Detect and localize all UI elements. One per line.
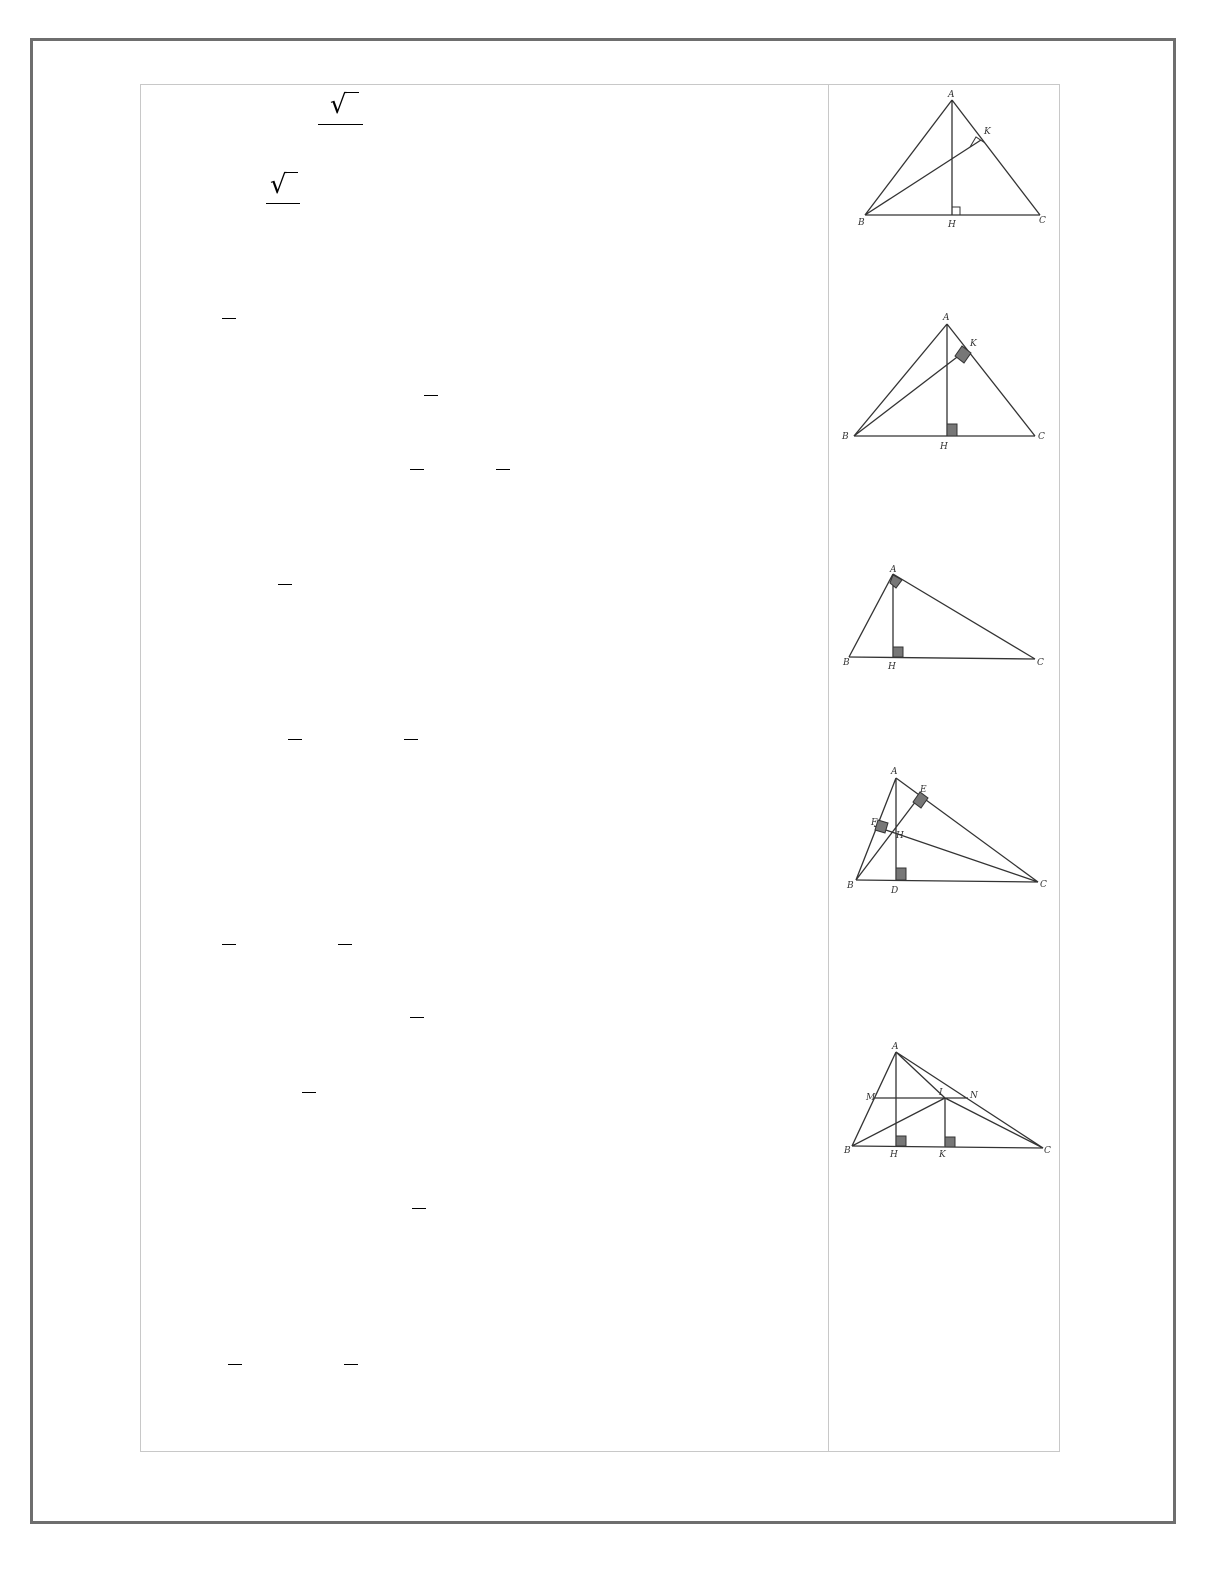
figure-3-triangle [840,562,1055,677]
figure-1-triangle [845,90,1055,235]
label-C: C [1040,880,1047,890]
fraction-bar [302,1092,316,1093]
fraction-bar [228,1364,242,1365]
label-B: B [842,432,849,442]
fraction-bar [410,469,424,470]
column-divider [828,84,829,1452]
fraction-bar [412,1208,426,1209]
label-N: N [970,1091,978,1101]
label-H: H [896,831,904,841]
label-K: K [984,127,991,137]
fraction-bar [278,584,292,585]
label-A: A [892,1042,899,1052]
label-C: C [1039,216,1046,226]
fraction-bar [222,318,236,319]
label-B: B [843,658,850,668]
label-H: H [940,442,948,452]
fraction-bar [410,1017,424,1018]
fraction-bar [344,1364,358,1365]
label-B: B [844,1146,851,1156]
label-B: B [858,218,865,228]
label-M: M [866,1093,876,1103]
label-I: I [939,1088,943,1098]
label-K: K [970,339,977,349]
label-D: D [891,886,899,896]
label-E: E [920,785,927,795]
fraction-bar [496,469,510,470]
label-H: H [888,662,896,672]
label-C: C [1037,658,1044,668]
label-C: C [1044,1146,1051,1156]
label-K: K [939,1150,946,1160]
label-C: C [1038,432,1045,442]
label-A: A [943,313,950,323]
label-F: F [871,818,878,828]
fraction-bar [404,739,418,740]
label-H: H [948,220,956,230]
figure-4-triangle [840,762,1055,897]
label-A: A [890,565,897,575]
label-B: B [847,881,854,891]
fraction-bar [338,944,352,945]
label-H: H [890,1150,898,1160]
fraction-bar [222,944,236,945]
fraction-bar [288,739,302,740]
fraction-bar [424,395,438,396]
label-A: A [891,767,898,777]
figure-5-triangle [840,1040,1055,1165]
figure-2-triangle [838,308,1058,456]
label-A: A [948,90,955,100]
